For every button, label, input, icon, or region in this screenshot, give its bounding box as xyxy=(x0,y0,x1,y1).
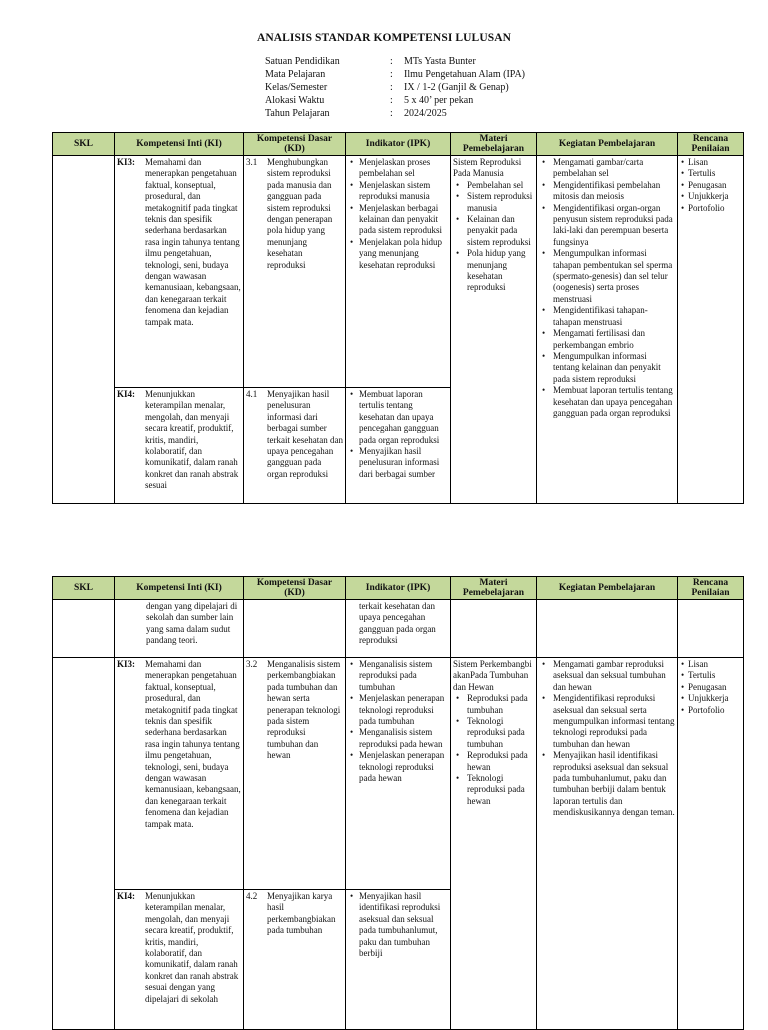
kd-number: 4.1 xyxy=(246,389,258,399)
list-item: • Unjukkerja xyxy=(680,191,741,202)
list-item: • Portofolio xyxy=(680,203,741,214)
kd-number: 4.2 xyxy=(246,891,258,901)
competency-table-2 xyxy=(52,576,744,1030)
info-value: Ilmu Pengetahuan Alam (IPA) xyxy=(404,69,526,80)
header-ki: Kompetensi Inti (KI) xyxy=(115,133,244,156)
list-item: • Menyajikan hasil identifikasi reproduksi aseksual dan seksual pada tumbuhanlumut, paku dan tumbuhan berbiji dalam bentuk laporan tertulis dan mendiskusikannya dengan teman. xyxy=(539,750,675,818)
list-item: • Menyajikan hasil penelusuran informasi dari berbagai sumber xyxy=(348,446,448,480)
kd-cell xyxy=(244,600,346,658)
kegiatan-cell xyxy=(537,600,678,658)
list-item: • Mengamati fertilisasi dan perkembangan embrio xyxy=(539,328,675,351)
info-value: 5 x 40’ per pekan xyxy=(404,95,474,106)
table-row xyxy=(53,600,744,658)
list-item: • Pola hidup yang menunjang kesehatan reproduksi xyxy=(453,248,534,294)
list-item: • Reproduksi pada tumbuhan xyxy=(453,693,534,716)
ipk-text: terkait kesehatan dan upaya pencegahan gangguan pada organ reproduksi xyxy=(359,601,436,646)
ipk-cell xyxy=(346,890,451,1030)
ki-text: Menunjukkan keterampilan menalar, mengolah, dan menyaji secara kreatif, produktif, kritis, mandiri, kolaboratif, dan komunikatif, dalam ranah konkret dan ranah abstrak sesuai dengan yang dipelajari di sekolah xyxy=(145,891,239,1004)
rencana-cell xyxy=(678,600,744,658)
info-colon: : xyxy=(390,95,393,106)
info-colon: : xyxy=(390,56,393,67)
competency-table-1 xyxy=(52,132,744,504)
header-skl: SKL xyxy=(53,133,115,156)
info-colon: : xyxy=(390,82,393,93)
list-item: • Penugasan xyxy=(680,682,741,693)
skl-cell xyxy=(53,658,115,1030)
list-item: • Sistem reproduksi manusia xyxy=(453,191,534,214)
table-row xyxy=(53,658,744,890)
info-label: Tahun Pelajaran xyxy=(265,108,330,119)
kd-text: Menghubungkan sistem reproduksi pada manusia dan gangguan pada sistem reproduksi dengan penerapan pola hidup yang menunjang kesehatan reproduksi xyxy=(267,157,333,270)
document-info xyxy=(265,55,525,120)
list-item: • Membuat laporan tertulis tentang kesehatan dan upaya pencegahan gangguan pada organ reproduksi xyxy=(539,385,675,419)
materi-cell xyxy=(451,156,537,504)
header-kd: Kompetensi Dasar (KD) xyxy=(244,577,346,600)
rencana-cell xyxy=(678,156,744,504)
ki-text: Memahami dan menerapkan pengetahuan faktual, konseptual, prosedural, dan metakognitif pada tingkat teknis dan spesifik sederhana berdasarkan rasa ingin tahunya tentang ilmu pengetahuan, teknologi, seni, budaya dengan wawasan kemanusiaan, kebangsaan, dan kenegaraan terkait fenomena dan kejadian tampak mata. xyxy=(145,659,241,829)
list-item: • Penugasan xyxy=(680,180,741,191)
header-materi: Materi Pemebelajaran xyxy=(451,133,537,156)
kegiatan-cell xyxy=(537,156,678,504)
materi-cell xyxy=(451,658,537,1030)
list-item: • Reproduksi pada hewan xyxy=(453,750,534,773)
header-ki: Kompetensi Inti (KI) xyxy=(115,577,244,600)
document-title: ANALISIS STANDAR KOMPETENSI LULUSAN xyxy=(256,32,512,44)
skl-cell xyxy=(53,600,115,658)
ki-label: KI4: xyxy=(117,389,135,399)
materi-title: Sistem PerkembangbiakanPada Tumbuhan dan Hewan xyxy=(453,659,532,692)
list-item: • Unjukkerja xyxy=(680,693,741,704)
header-skl: SKL xyxy=(53,577,115,600)
table-row xyxy=(53,156,744,388)
list-item: • Teknologi reproduksi pada tumbuhan xyxy=(453,716,534,750)
list-item: • Kelainan dan penyakit pada sistem reproduksi xyxy=(453,214,534,248)
table-header-row xyxy=(53,577,744,600)
kd-text: Menganalisis sistem perkembangbiakan pada tumbuhan dan hewan serta penerapan teknologi pada sistem reproduksi tumbuhan dan hewan xyxy=(267,659,341,761)
header-rencana: Rencana Penilaian xyxy=(678,577,744,600)
info-row xyxy=(265,107,525,120)
ki4-cell xyxy=(115,388,244,504)
ki4-cell xyxy=(115,890,244,1030)
list-item: • Mengidentifikasi pembelahan mitosis dan meiosis xyxy=(539,180,675,203)
list-item: • Lisan xyxy=(680,659,741,670)
list-item: • Teknologi reproduksi pada hewan xyxy=(453,773,534,807)
info-row xyxy=(265,68,525,81)
info-row xyxy=(265,55,525,68)
header-materi: Materi Pemebelajaran xyxy=(451,577,537,600)
kd-cell xyxy=(244,388,346,504)
list-item: • Menjelakan pola hidup yang menunjang kesehatan reproduksi xyxy=(348,237,448,271)
header-ipk: Indikator (IPK) xyxy=(346,133,451,156)
ki-continuation-cell xyxy=(115,600,244,658)
ipk-continuation-cell xyxy=(346,600,451,658)
table-header-row xyxy=(53,133,744,156)
list-item: • Membuat laporan tertulis tentang kesehatan dan upaya pencegahan gangguan pada organ reproduksi xyxy=(348,389,448,446)
list-item: • Lisan xyxy=(680,157,741,168)
header-ipk: Indikator (IPK) xyxy=(346,577,451,600)
info-colon: : xyxy=(390,69,393,80)
list-item: • Menjelaskan penerapan teknologi reproduksi pada tumbuhan xyxy=(348,693,448,727)
info-value: IX / 1-2 (Ganjil & Genap) xyxy=(404,82,509,93)
list-item: • Pembelahan sel xyxy=(453,180,534,191)
info-row xyxy=(265,94,525,107)
ki-text: Menunjukkan keterampilan menalar, mengolah, dan menyaji secara kreatif, produktif, kritis, mandiri, kolaboratif, dan komunikatif, dalam ranah konkret dan ranah abstrak sesuai xyxy=(145,389,239,491)
list-item: • Menganalisis sistem reproduksi pada tumbuhan xyxy=(348,659,448,693)
ki-label: KI3: xyxy=(117,659,135,669)
ki3-cell xyxy=(115,658,244,890)
ipk-cell xyxy=(346,388,451,504)
info-label: Satuan Pendidikan xyxy=(265,56,340,67)
info-value: 2024/2025 xyxy=(404,108,447,119)
rencana-cell xyxy=(678,658,744,1030)
header-kegiatan: Kegiatan Pembelajaran xyxy=(537,133,678,156)
list-item: • Mengamati gambar reproduksi aseksual dan seksual tumbuhan dan hewan xyxy=(539,659,675,693)
materi-cell xyxy=(451,600,537,658)
header-kd: Kompetensi Dasar (KD) xyxy=(244,133,346,156)
kd-cell xyxy=(244,156,346,388)
kd-number: 3.2 xyxy=(246,659,258,669)
list-item: • Portofolio xyxy=(680,705,741,716)
materi-title: Sistem Reproduksi Pada Manusia xyxy=(453,157,522,179)
list-item: • Menyajikan hasil identifikasi reproduksi aseksual dan seksual pada tumbuhanlumut, paku dan tumbuhan berbiji xyxy=(348,891,448,959)
ki-label: KI3: xyxy=(117,157,135,167)
list-item: • Menjelaskan sistem reproduksi manusia xyxy=(348,180,448,203)
list-item: • Menjelaskan proses pembelahan sel xyxy=(348,157,448,180)
list-item: • Tertulis xyxy=(680,670,741,681)
ki3-cell xyxy=(115,156,244,388)
ki-text: Memahami dan menerapkan pengetahuan faktual, konseptual, prosedural, dan metakognitif pada tingkat teknis dan spesifik sederhana berdasarkan rasa ingin tahunya tentang ilmu pengetahuan, teknologi, seni, budaya dengan wawasan kemanusiaan, kebangsaan, dan kenegaraan terkait fenomena dan kejadian tampak mata. xyxy=(145,157,241,327)
header-rencana: Rencana Penilaian xyxy=(678,133,744,156)
ipk-cell xyxy=(346,658,451,890)
list-item: • Mengidentifikasi reproduksi aseksual dan seksual serta mengumpulkan informasi tentang teknologi reproduksi pada tumbuhan dan hewan xyxy=(539,693,675,750)
list-item: • Mengidentifikasi organ-organ penyusun sistem reproduksi pada laki-laki dan perempuan beserta fungsinya xyxy=(539,203,675,249)
kd-cell xyxy=(244,890,346,1030)
ki-label: KI4: xyxy=(117,891,135,901)
info-label: Mata Pelajaran xyxy=(265,69,326,80)
list-item: • Menjelaskan penerapan teknologi reproduksi pada hewan xyxy=(348,750,448,784)
list-item: • Mengumpulkan informasi tahapan pembentukan sel sperma (spermato-genesis) dan sel telur (oogenesis) serta proses menstruasi xyxy=(539,248,675,305)
kd-cell xyxy=(244,658,346,890)
list-item: • Menganalisis sistem reproduksi pada hewan xyxy=(348,727,448,750)
ipk-cell xyxy=(346,156,451,388)
info-label: Alokasi Waktu xyxy=(265,95,325,106)
kd-text: Menyajikan karya hasil perkembangbiakan pada tumbuhan xyxy=(267,891,336,936)
ki-text: dengan yang dipelajari di sekolah dan sumber lain yang sama dalam sudut pandang teori. xyxy=(146,601,238,646)
info-label: Kelas/Semester xyxy=(265,82,328,93)
info-value: MTs Yasta Bunter xyxy=(404,56,476,67)
list-item: • Tertulis xyxy=(680,168,741,179)
info-colon: : xyxy=(390,108,393,119)
header-kegiatan: Kegiatan Pembelajaran xyxy=(537,577,678,600)
skl-cell xyxy=(53,156,115,504)
info-row xyxy=(265,81,525,94)
list-item: • Menjelaskan berbagai kelainan dan penyakit pada sistem reproduksi xyxy=(348,203,448,237)
kd-number: 3.1 xyxy=(246,157,258,167)
list-item: • Mengidentifikasi tahapan-tahapan menstruasi xyxy=(539,305,675,328)
kd-text: Menyajikan hasil penelusuran informasi dari berbagai sumber terkait kesehatan dan upaya pencegahan gangguan pada organ reproduksi xyxy=(267,389,343,479)
kegiatan-cell xyxy=(537,658,678,1030)
list-item: • Mengumpulkan informasi tentang kelainan dan penyakit pada sistem reproduksi xyxy=(539,351,675,385)
list-item: • Mengamati gambar/carta pembelahan sel xyxy=(539,157,675,180)
